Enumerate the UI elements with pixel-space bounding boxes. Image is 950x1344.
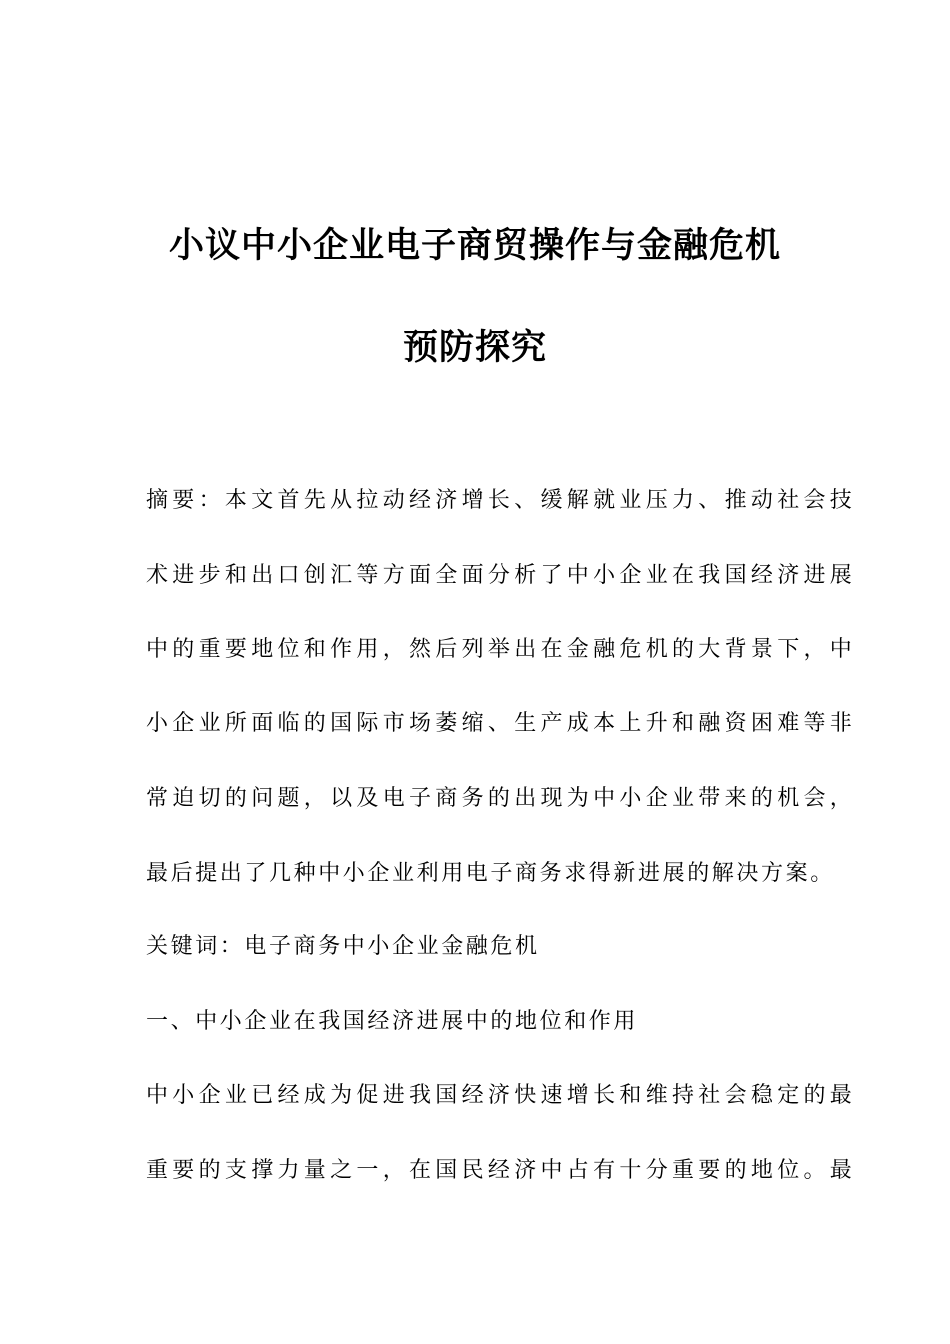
abstract-line: 摘要：本文首先从拉动经济增长、缓解就业压力、推动社会技: [146, 488, 857, 513]
body-line: 中小企业已经成为促进我国经济快速增长和维持社会稳定的最: [146, 1083, 857, 1108]
keywords: 关键词：电子商务中小企业金融危机: [146, 934, 540, 959]
abstract-line: 小企业所面临的国际市场萎缩、生产成本上升和融资困难等非: [146, 711, 857, 736]
section-heading: 一、中小企业在我国经济进展中的地位和作用: [146, 1009, 639, 1034]
abstract-line: 最后提出了几种中小企业利用电子商务求得新进展的解决方案。: [146, 861, 835, 886]
body-line: 重要的支撑力量之一，在国民经济中占有十分重要的地位。最: [146, 1158, 857, 1183]
title-line-1: 小议中小企业电子商贸操作与金融危机: [168, 226, 781, 266]
abstract-line: 术进步和出口创汇等方面全面分析了中小企业在我国经济进展: [146, 563, 857, 588]
abstract-line: 中的重要地位和作用，然后列举出在金融危机的大背景下，中: [146, 637, 857, 662]
abstract-line: 常迫切的问题，以及电子商务的出现为中小企业带来的机会，: [146, 786, 857, 811]
title-line-2: 预防探究: [402, 328, 547, 368]
